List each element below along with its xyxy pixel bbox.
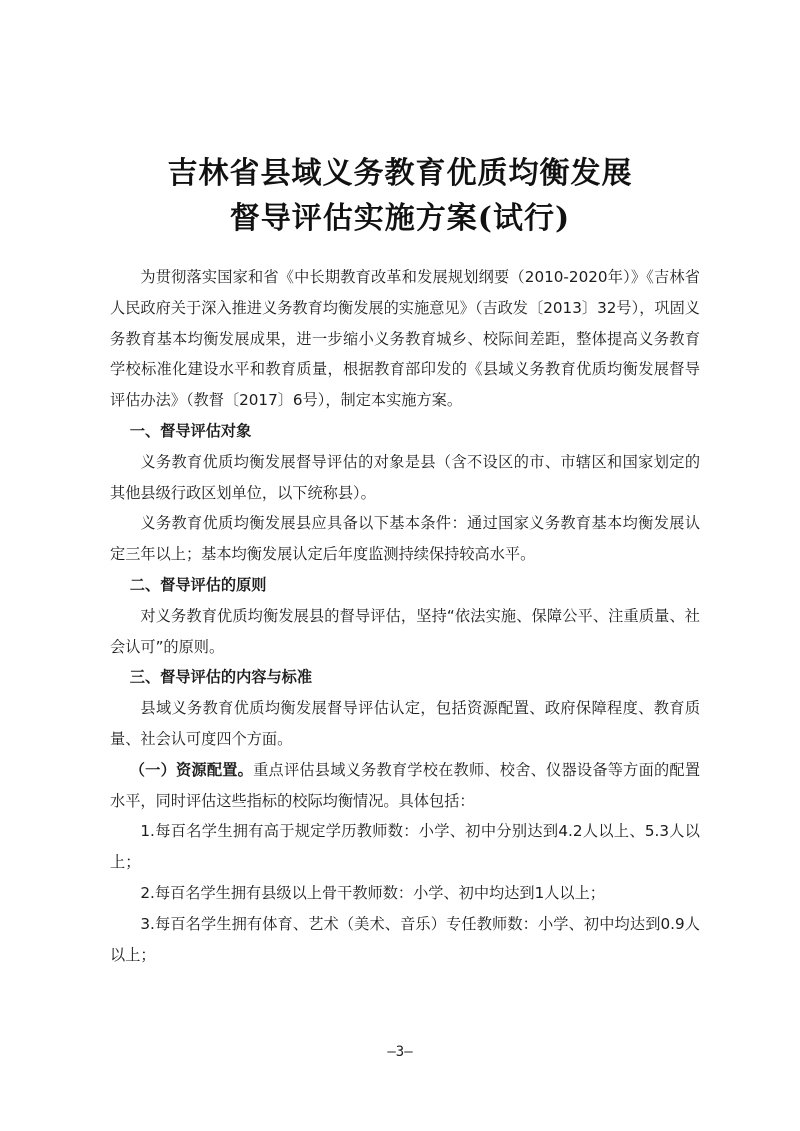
document-title-line2: 督导评估实施方案(试行) — [229, 201, 571, 236]
list-item-2: 2.每百名学生拥有县级以上骨干教师数：小学、初中均达到1人以上； — [140, 883, 605, 902]
subsection-text: 重点评估县域义务教育学校在教师、校舍、仪器设备等方面的配置水平，同时评估这些指标的校际均衡情况。具体包括： — [110, 760, 701, 810]
section1-paragraph-1: 义务教育优质均衡发展督导评估的对象是县（含不设区的市、市辖区和国家划定的其他县级行政区划单位，以下统称县）。 — [110, 452, 700, 502]
document-body — [110, 262, 700, 970]
section-heading-2: 二、督导评估的原则 — [129, 575, 267, 594]
document-title-line1: 吉林省县域义务教育优质均衡发展 — [167, 156, 633, 191]
list-item-3: 3.每百名学生拥有体育、艺术（美术、音乐）专任教师数：小学、初中均达到0.9人以上； — [110, 914, 700, 964]
page-number: —3— — [387, 1044, 413, 1060]
section-heading-1: 一、督导评估对象 — [129, 421, 252, 440]
section-heading-3: 三、督导评估的内容与标准 — [129, 668, 312, 687]
subsection-resource-allocation — [110, 755, 700, 817]
section3-paragraph-1: 县域义务教育优质均衡发展督导评估认定，包括资源配置、政府保障程度、教育质量、社会认可度四个方面。 — [110, 699, 700, 748]
intro-paragraph: 为贯彻落实国家和省《中长期教育改革和发展规划纲要（2010-2020年）》《吉林省人民政府关于深入推进义务教育均衡发展的实施意见》（吉政发〔2013〕32号），巩固义务教育基本均衡发展成果，进一步缩小义务教育城乡、校际间差距，整体提高义务教育学校标准化建设水平和教育质量，根据教育部印发的《县域义务教育优质均衡发展督导评估办法》（教督〔2017〕6号），制定本实施方案。 — [110, 268, 700, 410]
section1-paragraph-2: 义务教育优质均衡发展县应具备以下基本条件：通过国家义务教育基本均衡发展认定三年以上；基本均衡发展认定后年度监测持续保持较高水平。 — [110, 514, 700, 564]
subsection-label: （一）资源配置。 — [129, 760, 254, 779]
section2-paragraph-1: 对义务教育优质均衡发展县的督导评估，坚持“依法实施、保障公平、注重质量、社会认可”的原则。 — [110, 606, 700, 656]
list-item-1: 1.每百名学生拥有高于规定学历教师数：小学、初中分别达到4.2人以上、5.3人以上； — [110, 822, 700, 872]
